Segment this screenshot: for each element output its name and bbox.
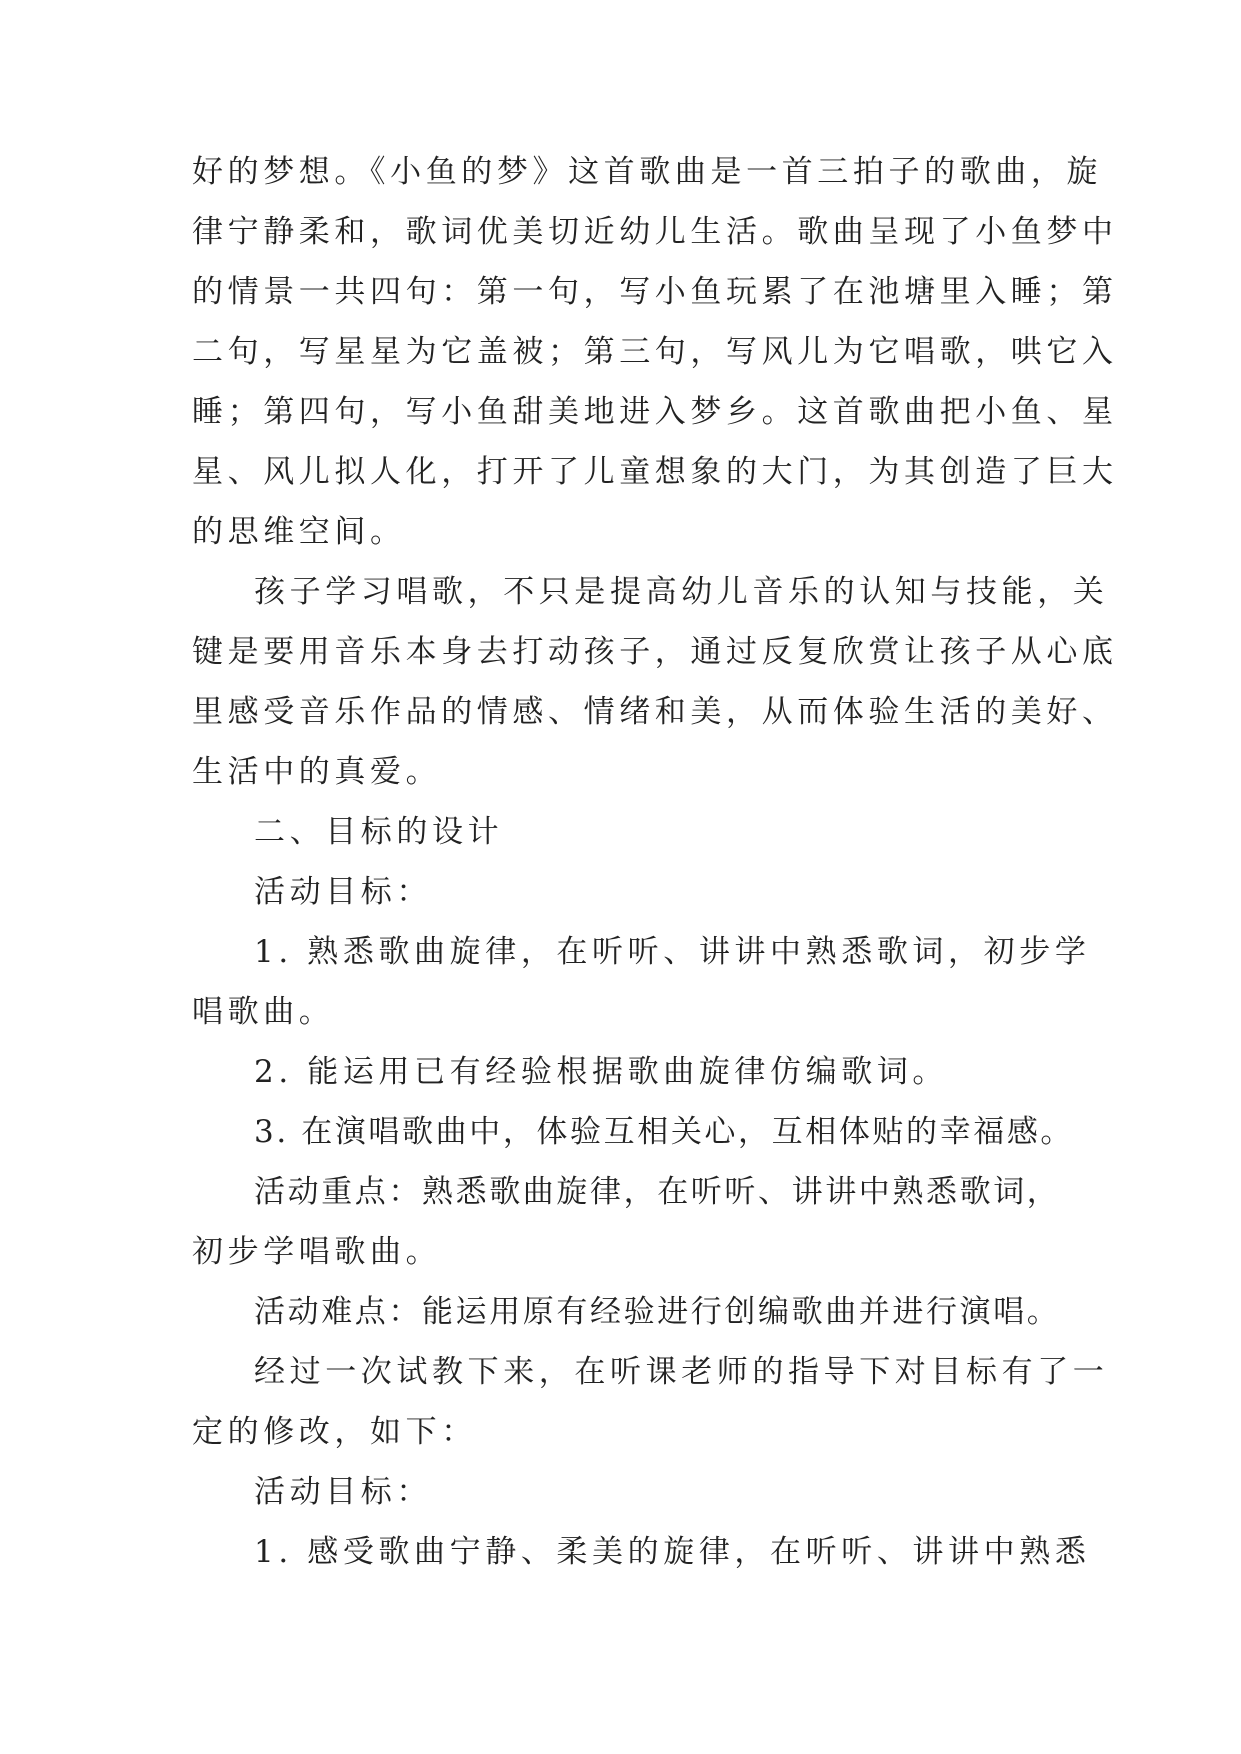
text-line-19: 初步学唱歌曲。 (192, 1234, 442, 1270)
text-line-22: 定的修改，如下： (192, 1414, 477, 1450)
text-line-10: 里感受音乐作品的情感、情绪和美，从而体验生活的美好、 (192, 694, 1118, 730)
text-line-4: 二句，写星星为它盖被；第三句，写风儿为它唱歌，哄它入 (192, 334, 1118, 370)
text-line-5: 睡；第四句，写小鱼甜美地进入梦乡。这首歌曲把小鱼、星 (192, 394, 1118, 430)
text-line-24: 1. 感受歌曲宁静、柔美的旋律，在听听、讲讲中熟悉 (254, 1534, 1091, 1570)
text-line-15: 唱歌曲。 (192, 994, 335, 1030)
section-heading: 二、目标的设计 (254, 814, 504, 850)
text-line-17: 3. 在演唱歌曲中，体验互相关心，互相体贴的幸福感。 (254, 1114, 1075, 1150)
text-line-23: 活动目标： (254, 1474, 432, 1510)
text-line-9: 键是要用音乐本身去打动孩子，通过反复欣赏让孩子从心底 (192, 634, 1118, 670)
text-line-11: 生活中的真爱。 (192, 754, 442, 790)
text-line-18: 活动重点：熟悉歌曲旋律，在听听、讲讲中熟悉歌词， (254, 1174, 1061, 1210)
text-line-16: 2. 能运用已有经验根据歌曲旋律仿编歌词。 (254, 1054, 949, 1090)
text-line-1: 好的梦想。《小鱼的梦》这首歌曲是一首三拍子的歌曲，旋 (192, 154, 1103, 190)
text-line-8: 孩子学习唱歌，不只是提高幼儿音乐的认知与技能，关 (254, 574, 1109, 610)
text-line-14: 1. 熟悉歌曲旋律，在听听、讲讲中熟悉歌词，初步学 (254, 934, 1091, 970)
text-line-2: 律宁静柔和，歌词优美切近幼儿生活。歌曲呈现了小鱼梦中 (192, 214, 1118, 250)
text-line-20: 活动难点：能运用原有经验进行创编歌曲并进行演唱。 (254, 1294, 1061, 1330)
text-line-6: 星、风儿拟人化，打开了儿童想象的大门，为其创造了巨大 (192, 454, 1118, 490)
text-line-3: 的情景一共四句：第一句，写小鱼玩累了在池塘里入睡；第 (192, 274, 1118, 310)
text-line-13: 活动目标： (254, 874, 432, 910)
text-line-7: 的思维空间。 (192, 514, 406, 550)
text-line-21: 经过一次试教下来，在听课老师的指导下对目标有了一 (254, 1354, 1109, 1390)
